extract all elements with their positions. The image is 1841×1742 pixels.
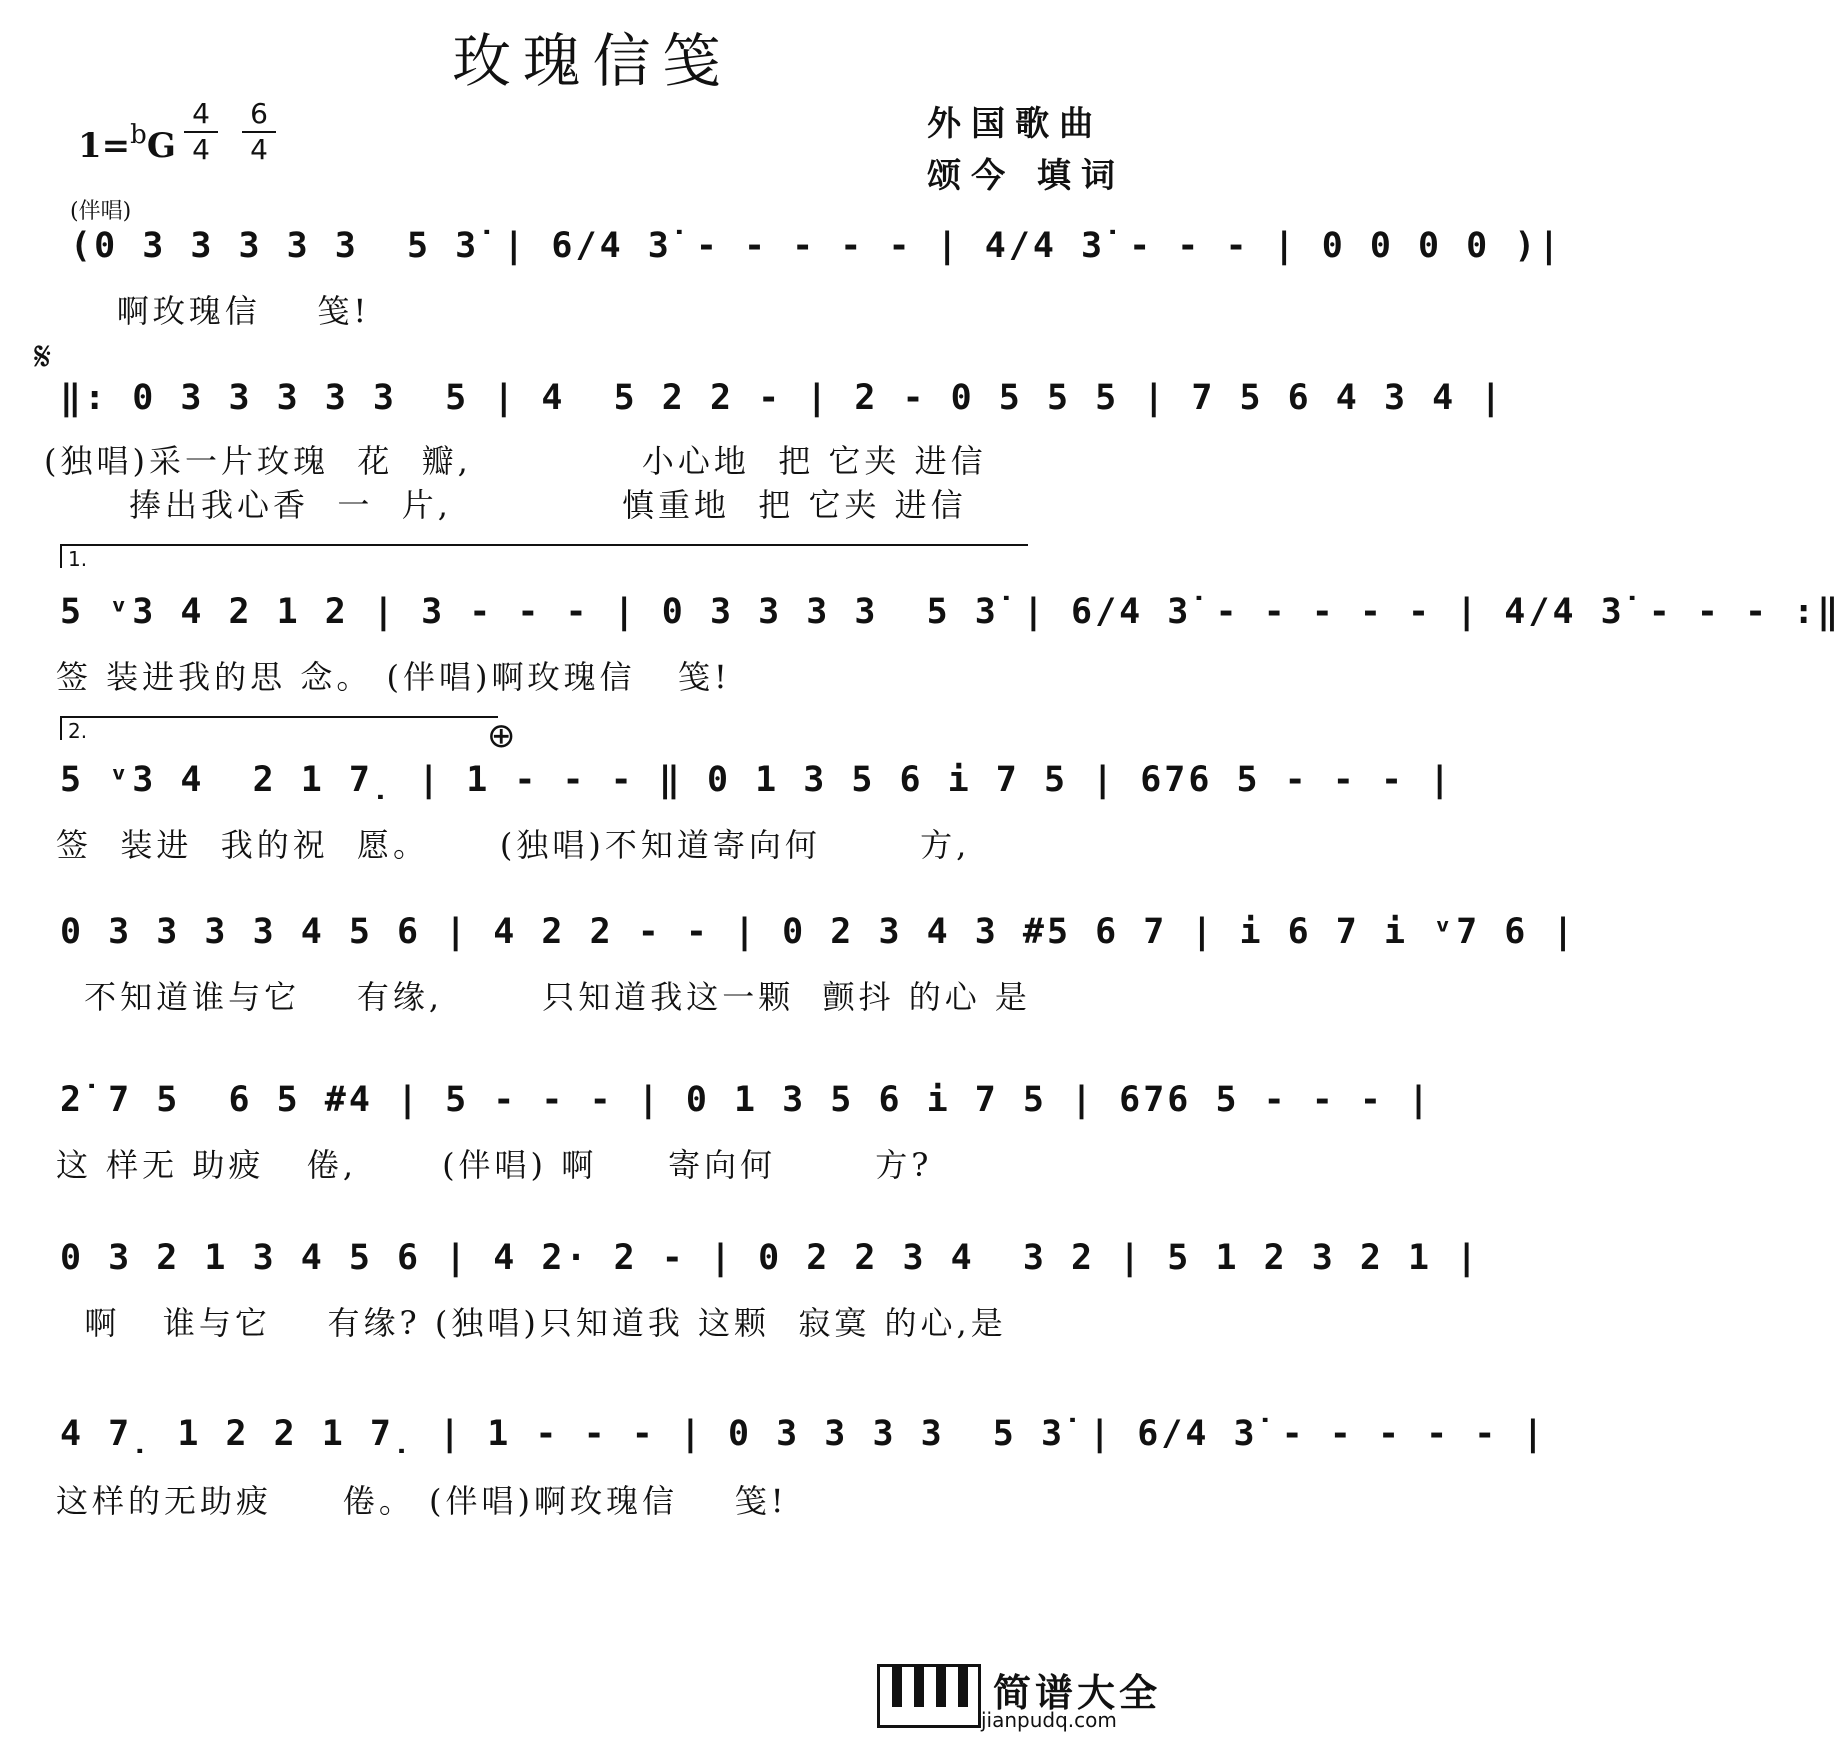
system-2-lyrics-verse-2: 捧出我心香 一 片, 慎重地 把 它夹 进信 [44,486,967,524]
system-4-lyrics: 签 装进 我的祝 愿。 (独唱)不知道寄向何 方, [56,826,971,864]
system-6-notes: 2̇ 7 5 6 5 #4 | 5 - - - | 0 1 3 5 6 i 7 5 | 676 5 - - - | [60,1080,1433,1120]
system-7-lyrics: 啊 谁与它 有缘? (独唱)只知道我 这颗 寂寞 的心,是 [56,1304,1007,1342]
composer-credit: 外国歌曲 [927,104,1104,144]
piano-keys-icon [877,1664,981,1728]
system-2-lyrics-verse-1: (独唱)采一片玫瑰 花 瓣, 小心地 把 它夹 进信 [44,442,987,480]
system-4-notes: 5 ᵛ3 4 2 1 7̣ | 1 - - - ‖ 0 1 3 5 6 i 7 5 | 676 5 - - - | [60,760,1454,800]
segno-sign: 𝄋 [34,334,52,380]
system-8-notes: 4 7̣ 1 2 2 1 7̣ | 1 - - - | 0 3 3 3 3 5 3̇ | 6/4 3̇ - - - - - | [60,1414,1547,1454]
logo-title: 简谱大全 [993,1671,1162,1715]
system-5-notes: 0 3 3 3 3 4 5 6 | 4 2 2 - - | 0 2 3 4 3 #5 6 7 | i 6 7 i ᵛ7 6 | [60,912,1577,952]
key-signature: 1=$^b$G [78,120,176,166]
system-8-lyrics: 这样的无助疲 倦。 (伴唱)啊玫瑰信 笺! [56,1482,788,1520]
system-5-lyrics: 不知道谁与它 有缘, 只知道我这一颗 颤抖 的心 是 [70,978,1031,1016]
first-ending-bracket: 1. [60,544,1028,568]
system-3-lyrics: 签 装进我的思 念。 (伴唱)啊玫瑰信 笺! [56,658,731,696]
system-6-lyrics: 这 样无 助疲 倦, (伴唱) 啊 寄向何 方? [56,1146,933,1184]
score-title: 玫瑰信笺 [452,27,733,95]
time-signature-6-4: 6 4 [242,100,276,164]
system-2-notes: ‖: 0 3 3 3 3 3 5 | 4 5 2 2 - | 2 - 0 5 5 5 | 7 5 6 4 3 4 | [60,378,1505,418]
coda-sign: ⊕ [487,716,516,756]
second-ending-bracket: 2. [60,716,498,740]
time-signature-4-4: 4 4 [184,100,218,164]
credits [927,98,1125,202]
lyricist-credit: 颂今 填词 [927,156,1125,196]
system-1-lyrics: 啊玫瑰信 笺! [60,292,371,330]
logo-url: jianpudq.com [981,1708,1117,1732]
intro-label: (伴唱) [70,199,132,224]
system-7-notes: 0 3 2 1 3 4 5 6 | 4 2· 2 - | 0 2 2 3 4 3 2 | 5 1 2 3 2 1 | [60,1238,1481,1278]
system-1-notes: (0 3 3 3 3 3 5 3̇ | 6/4 3̇ - - - - - | 4/4 3̇ - - - | 0 0 0 0 )| [70,226,1563,266]
site-logo [873,1658,1163,1736]
system-3-notes: 5 ᵛ3 4 2 1 2 | 3 - - - | 0 3 3 3 3 5 3̇ | 6/4 3̇ - - - - - | 4/4 3̇ - - - :‖ [60,592,1841,632]
